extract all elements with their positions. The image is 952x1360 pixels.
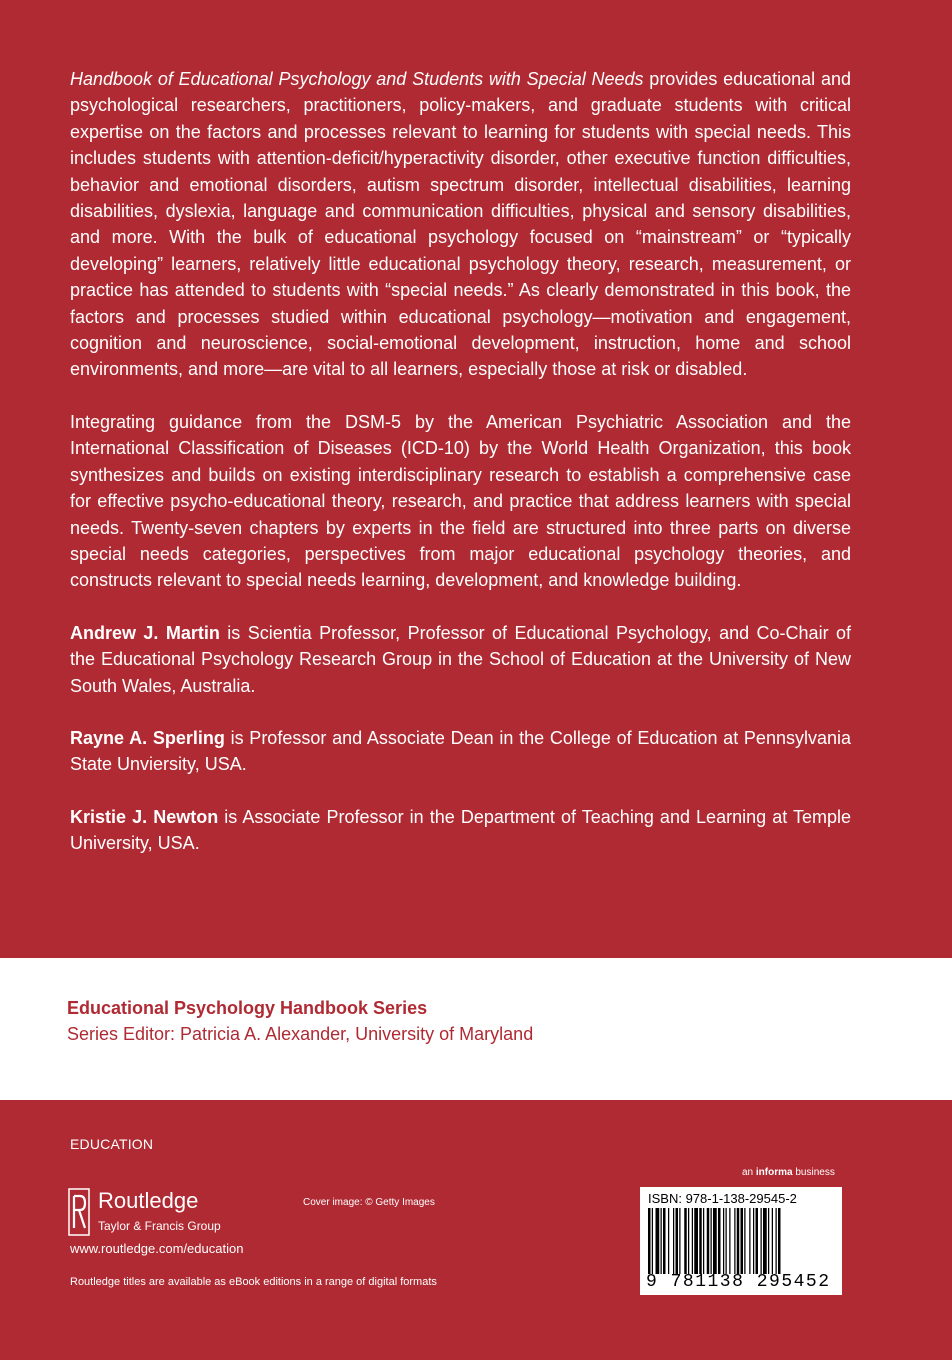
author-name: Rayne A. Sperling — [70, 727, 225, 748]
description-content — [70, 66, 851, 883]
informa-tagline — [742, 1167, 835, 1178]
description-paragraph-1-text: provides educational and psychological researchers, practitioners, policy-makers, and graduate students with critical expertise on the factors and processes relevant to learning for students with special needs. This includes students with attention-deficit/hyperactivity disorder, other executive function difficulties, behavior and emotional disorders, autism spectrum disorder, intellectual disabilities, learning disabilities, dyslexia, language and communication difficulties, physical and sensory disabilities, and more. With the bulk of educational psychology focused on “mainstream” or “typically developing” learners, relatively little educational psychology theory, research, measurement, or practice has attended to students with “special needs.” As clearly demonstrated in this book, the factors and processes studied within educational psychology—motivation and engagement, cognition and neuroscience, social-emotional development, instruction, home and school environments, and more—are vital to all learners, especially those at risk or disabled. — [70, 69, 851, 380]
barcode-bar — [713, 1208, 717, 1274]
barcode-bar — [679, 1208, 680, 1274]
barcode-bar — [668, 1208, 669, 1274]
barcode-bar — [661, 1208, 662, 1274]
author-name: Kristie J. Newton — [70, 806, 219, 827]
isbn-text: ISBN: 978-1-138-29545-2 — [648, 1191, 797, 1206]
barcode-bar — [663, 1208, 666, 1274]
author-bio-1 — [70, 620, 851, 699]
publisher-website: www.routledge.com/education — [70, 1241, 244, 1256]
barcode-bar — [656, 1208, 660, 1274]
barcode-bar — [744, 1208, 745, 1274]
series-editor: Series Editor: Patricia A. Alexander, University of Maryland — [67, 1024, 534, 1044]
informa-suffix: business — [792, 1167, 835, 1178]
barcode-bar — [676, 1208, 679, 1274]
barcode-bar — [776, 1208, 777, 1274]
barcode-bar — [761, 1208, 762, 1274]
barcode-bar — [756, 1208, 759, 1274]
barcode-bar — [707, 1208, 710, 1274]
description-paragraph-2: Integrating guidance from the DSM-5 by the American Psychiatric Association and the International Classification of Diseases (ICD-10) by the World Health Organization, this book synthesizes and builds on existing interdisciplinary research to establish a comprehensive case for effective psycho-educational theory, research, and practice that address learners with special needs. Twenty-seven chapters by experts in the field are structured into three parts on diverse special needs categories, perspectives from major educational psychology theories, and constructs relevant to special needs learning, development, and knowledge building. — [70, 411, 851, 591]
barcode-bar — [699, 1208, 702, 1274]
barcode-bar — [648, 1208, 651, 1274]
barcode-bar — [723, 1208, 724, 1274]
publisher-logo — [68, 1188, 268, 1238]
informa-prefix: an — [742, 1167, 756, 1178]
ebook-note: Routledge titles are available as eBook editions in a range of digital formats — [70, 1276, 437, 1288]
author-bio-2 — [70, 725, 851, 778]
barcode-bar — [778, 1208, 781, 1274]
barcode-bar — [688, 1208, 689, 1274]
barcode-bar — [741, 1208, 744, 1274]
author-bio-text: is Professor and Associate Dean in the College of Education at Pennsylvania State Unviersity, USA. — [70, 727, 851, 775]
barcode-bar — [726, 1208, 727, 1274]
author-bio-text: is Scientia Professor, Professor of Educational Psychology, and Co-Chair of the Educational Psychology Research Group in the School of Education at the University of New South Wales, Australia. — [70, 622, 851, 696]
series-title: Educational Psychology Handbook Series — [67, 998, 428, 1018]
barcode-bar — [652, 1208, 653, 1274]
informa-brand: informa — [755, 1167, 793, 1178]
barcode-bar — [718, 1208, 721, 1274]
barcode-bar — [763, 1208, 767, 1274]
barcode-bar — [692, 1208, 693, 1274]
barcode-bar — [729, 1208, 730, 1274]
divider-line — [0, 1098, 952, 1100]
barcode-bar — [753, 1208, 754, 1274]
author-bio-3 — [70, 804, 851, 857]
barcode-bar — [694, 1208, 698, 1274]
barcode-bar — [737, 1208, 740, 1274]
barcode-bar — [734, 1208, 735, 1274]
barcode-box — [640, 1187, 842, 1295]
routledge-logo-icon — [68, 1188, 90, 1236]
barcode — [646, 1208, 836, 1274]
barcode-bar — [684, 1208, 687, 1274]
barcode-bar — [673, 1208, 674, 1274]
barcode-bar — [703, 1208, 704, 1274]
barcode-bar — [772, 1208, 773, 1274]
cover-credit: Cover image: © Getty Images — [303, 1197, 435, 1208]
author-bio-text: is Associate Professor in the Department of Teaching and Learning at Temple University, USA. — [70, 806, 852, 854]
book-title: Handbook of Educational Psychology and Students with Special Needs — [70, 69, 644, 89]
barcode-bar — [711, 1208, 712, 1274]
description-paragraph-1 — [70, 66, 851, 383]
barcode-bar — [768, 1208, 769, 1274]
publisher-name: Routledge — [98, 1188, 199, 1213]
barcode-number: 9 781138 295452 — [646, 1272, 831, 1292]
category-label: EDUCATION — [70, 1136, 154, 1152]
publisher-group: Taylor & Francis Group — [98, 1219, 221, 1233]
barcode-bar — [749, 1208, 750, 1274]
author-name: Andrew J. Martin — [70, 622, 220, 643]
